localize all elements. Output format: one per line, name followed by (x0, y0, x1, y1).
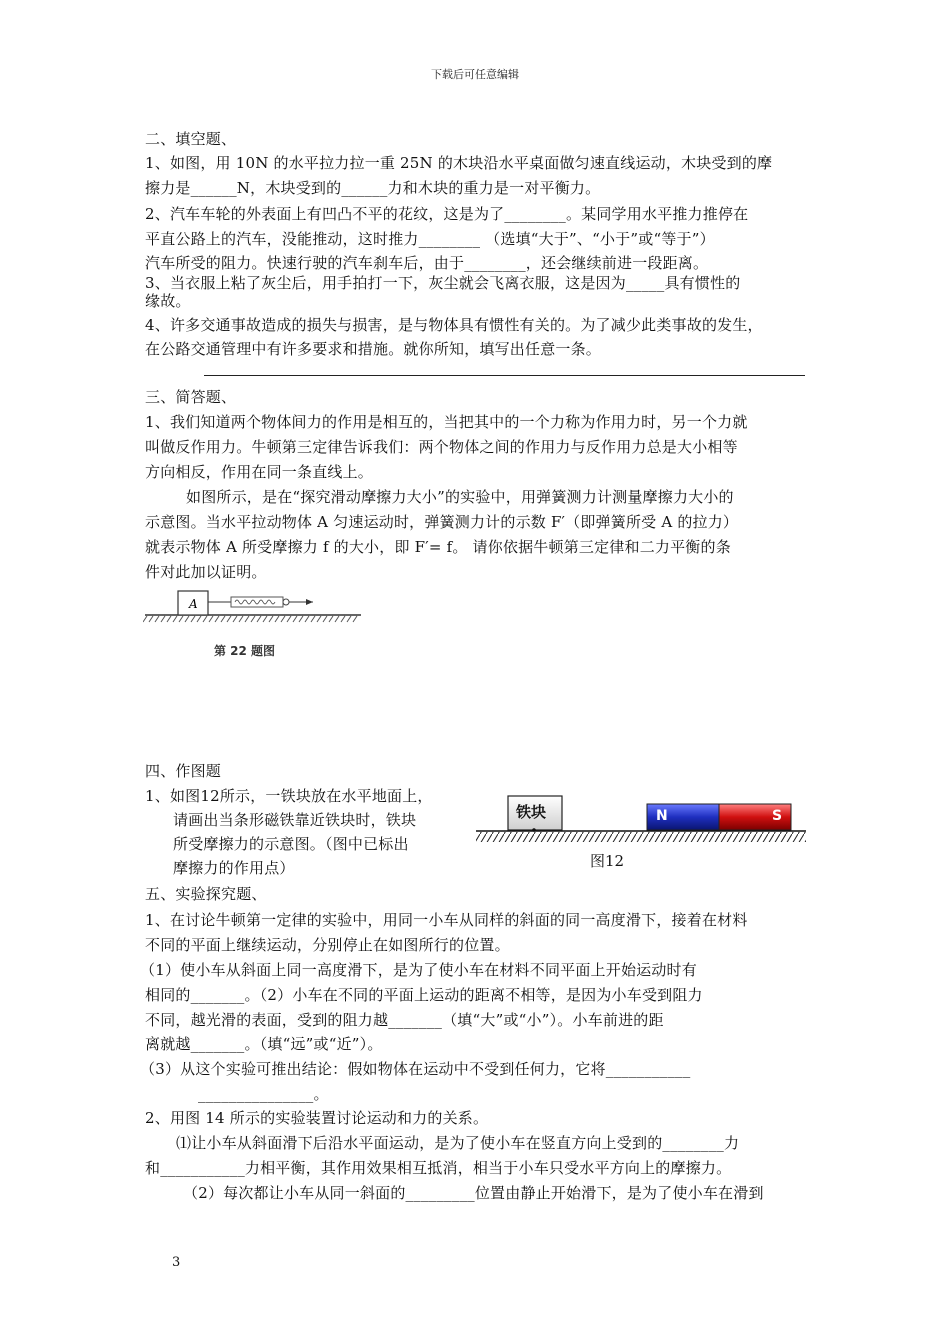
question-text: 平直公路上的汽车，没能推动，这时推力________ （选填“大于”、“小于”或“等于”） (145, 230, 715, 248)
iron-block-label: 铁块 (516, 803, 547, 821)
friction-action-point (532, 828, 536, 832)
question-text: 请画出当条形磁铁靠近铁块时，铁块 (173, 811, 417, 829)
question-text: 2、汽车车轮的外表面上有凹凸不平的花纹，这是为了________。某同学用水平推力推停在 (145, 205, 749, 223)
question-text: 1、我们知道两个物体间力的作用是相互的，当把其中的一个力称为作用力时，另一个力就 (145, 413, 748, 431)
question-text: 方向相反，作用在同一条直线上。 (145, 463, 374, 481)
question-text: （2）每次都让小车从同一斜面的_________位置由静止开始滑下，是为了使小车在滑到 (183, 1184, 764, 1202)
question-text: （3）从这个实验可推出结论：假如物体在运动中不受到任何力，它将___________ (140, 1060, 691, 1078)
question-text: 在公路交通管理中有许多要求和措施。就你所知，填写出任意一条。 (145, 340, 602, 358)
question-text: （1）使小车从斜面上同一高度滑下，是为了使小车在材料不同平面上开始运动时有 (140, 961, 697, 979)
question-text: 2、用图 14 所示的实验装置讨论运动和力的关系。 (145, 1109, 489, 1127)
answer-line (204, 375, 805, 376)
section-heading-drawing: 四、作图题 (145, 762, 222, 780)
question-text: 如图所示，是在“探究滑动摩擦力大小”的实验中，用弹簧测力计测量摩擦力大小的 (186, 488, 734, 506)
question-text: 不同的平面上继续运动，分别停止在如图所行的位置。 (145, 936, 510, 954)
question-text: 示意图。当水平拉动物体 A 匀速运动时，弹簧测力计的示数 F′（即弹簧所受 A 的拉力） (145, 513, 739, 531)
question-text: 不同，越光滑的表面，受到的阻力越_______（填“大”或“小”）。小车前进的距 (145, 1011, 664, 1029)
pull-arrow-icon (306, 599, 313, 605)
question-text: 叫做反作用力。牛顿第三定律告诉我们：两个物体之间的作用力与反作用力总是大小相等 (145, 438, 738, 456)
question-text: 3、当衣服上粘了灰尘后，用手拍打一下，灰尘就会飞离衣服，这是因为_____具有惯性的 (145, 274, 741, 292)
figure-22-caption: 第 22 题图 (214, 644, 276, 658)
question-text: 就表示物体 A 所受摩擦力 f 的大小，即 F′= f。 请你依据牛顿第三定律和二力平衡的条 (145, 538, 731, 556)
question-text: 件对此加以证明。 (145, 563, 267, 581)
page-number: 3 (172, 1255, 181, 1270)
question-text: 汽车所受的阻力。快速行驶的汽车刹车后，由于________，还会继续前进一段距离。 (145, 254, 709, 272)
question-text: 1、在讨论牛顿第一定律的实验中，用同一小车从同样的斜面的同一高度滑下，接着在材料 (145, 911, 748, 929)
magnet-n-label: N (656, 808, 668, 824)
question-text: ⑴让小车从斜面滑下后沿水平面运动，是为了使小车在竖直方向上受到的________力 (176, 1134, 740, 1152)
figure-12-caption: 图12 (590, 852, 625, 870)
question-text: 所受摩擦力的示意图。（图中已标出 (173, 835, 409, 853)
question-text: 擦力是______N，木块受到的______力和木块的重力是一对平衡力。 (145, 179, 601, 197)
question-text: 摩擦力的作用点） (173, 859, 295, 877)
question-text: 4、许多交通事故造成的损失与损害，是与物体具有惯性有关的。为了减少此类事故的发生， (145, 316, 763, 334)
page-header: 下载后可任意编辑 (431, 68, 519, 81)
magnet-s-label: S (772, 808, 783, 824)
section-heading-short-answer: 三、简答题、 (145, 388, 237, 406)
question-text: 1、如图12所示，一铁块放在水平地面上， (145, 787, 433, 805)
question-text: 相同的_______。（2）小车在不同的平面上运动的距离不相等，是因为小车受到阻力 (145, 986, 703, 1004)
question-text: 缘故。 (145, 292, 191, 310)
section-heading-fill-blank: 二、填空题、 (145, 130, 237, 148)
block-a-label: A (189, 597, 198, 611)
question-text: 和___________力相平衡，其作用效果相互抵消，相当于小车只受水平方向上的摩擦力。 (145, 1159, 732, 1177)
question-text: _______________。 (198, 1085, 329, 1103)
section-heading-experiment: 五、实验探究题、 (145, 885, 267, 903)
question-text: 1、如图，用 10N 的水平拉力拉一重 25N 的木块沿水平桌面做匀速直线运动，木块受到的摩 (145, 154, 773, 172)
question-text: 离就越_______。（填“远”或“近”）。 (145, 1035, 383, 1053)
